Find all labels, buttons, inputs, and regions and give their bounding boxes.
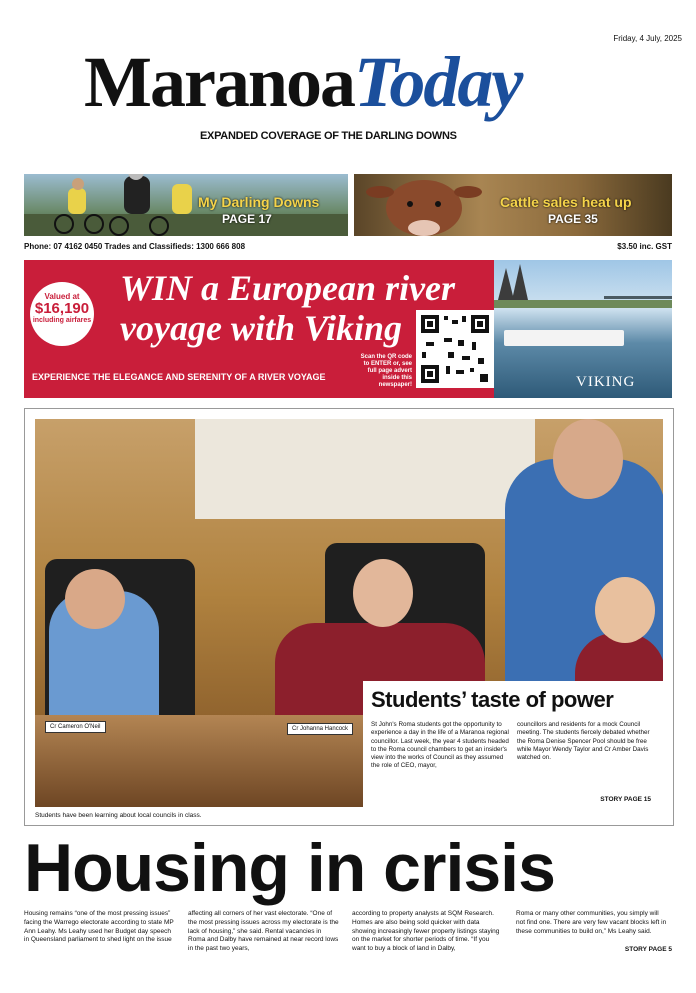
promo-page: PAGE 35 (548, 212, 598, 226)
qr-instructions: Scan the QR code to ENTER or, see full page advert inside this newspaper! (360, 354, 412, 388)
contact-info: Phone: 07 4162 0450 Trades and Classifieds: 1300 666 808 (24, 242, 246, 251)
tagline: EXPANDED COVERAGE OF THE DARLING DOWNS (200, 130, 457, 142)
cover-price: $3.50 inc. GST (617, 242, 672, 251)
story-page-link[interactable]: STORY PAGE 15 (600, 796, 651, 803)
lead-headline[interactable]: Housing in crisis (24, 830, 555, 906)
promo-page: PAGE 17 (222, 212, 272, 226)
promo-title: My Darling Downs (198, 194, 320, 210)
story-col-2: councillors and residents for a mock Council meeting. The students fiercely debated whether the Roma Denise Spencer Pool should be free while Mayor Wendy Taylor and Cr Amber Davis watched on. (517, 721, 650, 762)
nameplate: Cr Cameron O'Neil (45, 721, 106, 733)
masthead-part1: Maranoa (84, 42, 354, 122)
promo-my-darling-downs[interactable] (24, 174, 348, 236)
ad-subheading: EXPERIENCE THE ELEGANCE AND SERENITY OF A RIVER VOYAGE (32, 372, 326, 382)
viking-advert[interactable] (24, 260, 672, 398)
qr-code[interactable] (416, 310, 494, 388)
badge-top: Valued at (44, 292, 80, 301)
promo-cattle-sales[interactable] (354, 174, 672, 236)
student-head (65, 569, 125, 629)
council-chamber-photo (35, 419, 663, 807)
lead-story-page-link[interactable]: STORY PAGE 5 (624, 946, 672, 953)
feature-photo-panel[interactable] (24, 408, 674, 826)
lead-col-2: affecting all corners of her vast electorate. “One of the most pressing issues across my electorate is the lack of housing,” she said. Rental vacancies in Roma and Dalby have remained at near record lows in the past two years, (188, 910, 339, 953)
chamber-wall (195, 419, 535, 519)
ad-headline-line2: voyage with Viking (120, 308, 403, 348)
viking-logo: VIKING (576, 374, 636, 390)
nameplate: Cr Johanna Hancock (287, 723, 353, 735)
story-title: Students’ taste of power (371, 687, 614, 712)
issue-date: Friday, 4 July, 2025 (613, 34, 682, 43)
river-ship-image (504, 330, 624, 346)
story-col-1: St John's Roma students got the opportunity to experience a day in the life of a Maranoa regional councillor. Last week, the year 4 students headed to the Roma council chambers to get an insider's view into the works of Council as they assumed the role of CEO, mayor, (371, 721, 509, 770)
ad-headline (120, 268, 455, 348)
photo-caption: Students have been learning about local councils in class. (35, 812, 202, 819)
masthead[interactable] (84, 42, 522, 122)
story-teaser-box[interactable] (363, 681, 663, 807)
teacher-head (553, 419, 623, 499)
ad-headline-line1: WIN a European river (120, 268, 456, 308)
masthead-part2: Today (353, 42, 522, 122)
student-head (595, 577, 655, 643)
badge-bottom: including airfares (32, 317, 92, 324)
student-head (353, 559, 413, 627)
prize-value-badge (30, 282, 94, 346)
lead-col-4: Roma or many other communities, you simply will not find one. There are very few vacant blocks left in these communities to build on,” Ms Leahy said. (516, 910, 667, 935)
promo-title: Cattle sales heat up (500, 194, 632, 210)
lead-col-1: Housing remains “one of the most pressing issues” facing the Warrego electorate according to state MP Ann Leahy. Ms Leahy used her Budget day speech in Queensland parliament to shed light on the issue (24, 910, 174, 944)
lead-col-3: according to property analysts at SQM Research. Homes are also being sold quicker with data showing increasingly fewer property listings staying on the market for shorter periods of time. “If you want to buy a block of land in Dalby, (352, 910, 500, 953)
badge-value: $16,190 (34, 300, 90, 317)
